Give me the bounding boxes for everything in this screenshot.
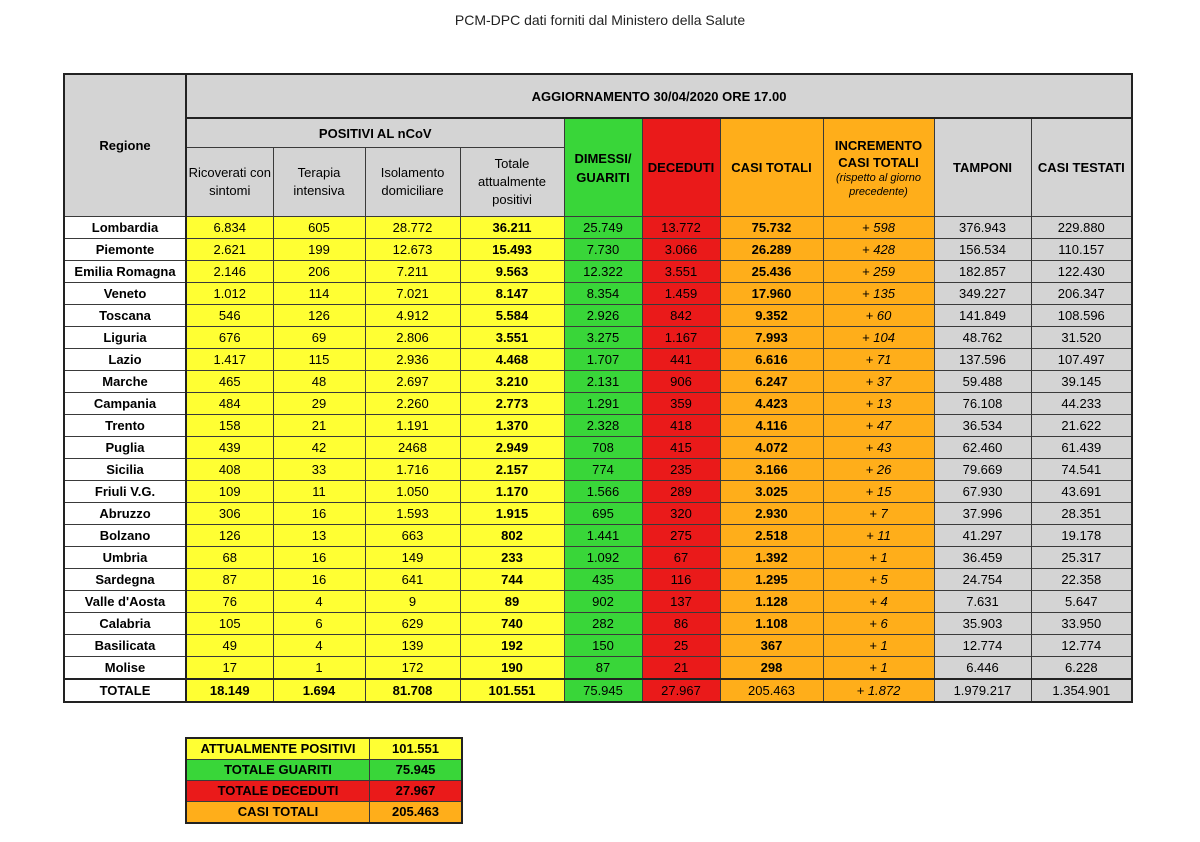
cell-deceduti: 13.772 [642, 217, 720, 239]
summary-label: ATTUALMENTE POSITIVI [186, 738, 370, 760]
cell-dimessi: 1.707 [564, 349, 642, 371]
cell-incremento: + 1.872 [823, 679, 934, 702]
cell-ricoverati: 6.834 [186, 217, 273, 239]
table-row [64, 261, 1132, 283]
cell-testati: 229.880 [1031, 217, 1132, 239]
cell-tamponi: 137.596 [934, 349, 1031, 371]
cell-incremento: + 259 [823, 261, 934, 283]
total-row [64, 679, 1132, 702]
cell-regione: Calabria [64, 613, 186, 635]
cell-terapia: 4 [273, 635, 365, 657]
cell-dimessi: 150 [564, 635, 642, 657]
table-row [64, 613, 1132, 635]
cell-testati: 43.691 [1031, 481, 1132, 503]
cell-casi: 75.732 [720, 217, 823, 239]
cell-regione: Toscana [64, 305, 186, 327]
cell-regione: Bolzano [64, 525, 186, 547]
cell-dimessi: 282 [564, 613, 642, 635]
header-casi-testati: CASI TESTATI [1031, 118, 1132, 217]
cell-incremento: + 37 [823, 371, 934, 393]
cell-dimessi: 1.441 [564, 525, 642, 547]
cell-regione: Puglia [64, 437, 186, 459]
cell-testati: 5.647 [1031, 591, 1132, 613]
header-positivi: POSITIVI AL nCoV [186, 118, 564, 148]
summary-row [186, 738, 462, 760]
cell-dimessi: 902 [564, 591, 642, 613]
cell-casi: 26.289 [720, 239, 823, 261]
cell-isolamento: 9 [365, 591, 460, 613]
cell-ricoverati: 158 [186, 415, 273, 437]
cell-isolamento: 12.673 [365, 239, 460, 261]
table-row [64, 635, 1132, 657]
table-row [64, 393, 1132, 415]
header-incremento [823, 118, 934, 217]
cell-casi: 205.463 [720, 679, 823, 702]
cell-isolamento: 7.021 [365, 283, 460, 305]
cell-regione: Liguria [64, 327, 186, 349]
cell-ricoverati: 465 [186, 371, 273, 393]
cell-tamponi: 12.774 [934, 635, 1031, 657]
cell-casi: 1.128 [720, 591, 823, 613]
cell-regione: Valle d'Aosta [64, 591, 186, 613]
cell-deceduti: 418 [642, 415, 720, 437]
table-body [64, 217, 1132, 703]
header-ricoverati: Ricoverati con sintomi [186, 148, 273, 217]
summary-label: TOTALE DECEDUTI [186, 781, 370, 802]
cell-isolamento: 172 [365, 657, 460, 680]
summary-value: 205.463 [370, 802, 463, 824]
cell-terapia: 33 [273, 459, 365, 481]
cell-incremento: + 4 [823, 591, 934, 613]
header-incremento-note: (rispetto al giorno precedente) [836, 171, 921, 198]
table-row [64, 547, 1132, 569]
cell-totale: 8.147 [460, 283, 564, 305]
cell-regione: Lombardia [64, 217, 186, 239]
cell-testati: 206.347 [1031, 283, 1132, 305]
summary-value: 75.945 [370, 760, 463, 781]
cell-regione: Trento [64, 415, 186, 437]
cell-ricoverati: 18.149 [186, 679, 273, 702]
cell-deceduti: 21 [642, 657, 720, 680]
cell-dimessi: 2.328 [564, 415, 642, 437]
cell-ricoverati: 484 [186, 393, 273, 415]
cell-isolamento: 149 [365, 547, 460, 569]
cell-terapia: 48 [273, 371, 365, 393]
cell-dimessi: 2.131 [564, 371, 642, 393]
cell-testati: 74.541 [1031, 459, 1132, 481]
cell-isolamento: 2468 [365, 437, 460, 459]
cell-deceduti: 3.551 [642, 261, 720, 283]
cell-incremento: + 6 [823, 613, 934, 635]
cell-terapia: 206 [273, 261, 365, 283]
cell-totale: 2.157 [460, 459, 564, 481]
cell-terapia: 11 [273, 481, 365, 503]
cell-totale: 15.493 [460, 239, 564, 261]
cell-incremento: + 13 [823, 393, 934, 415]
cell-isolamento: 139 [365, 635, 460, 657]
cell-casi: 17.960 [720, 283, 823, 305]
cell-deceduti: 415 [642, 437, 720, 459]
table-row [64, 503, 1132, 525]
cell-dimessi: 8.354 [564, 283, 642, 305]
cell-tamponi: 24.754 [934, 569, 1031, 591]
cell-tamponi: 35.903 [934, 613, 1031, 635]
cell-dimessi: 7.730 [564, 239, 642, 261]
cell-casi: 4.116 [720, 415, 823, 437]
cell-terapia: 4 [273, 591, 365, 613]
cell-ricoverati: 306 [186, 503, 273, 525]
cell-isolamento: 2.936 [365, 349, 460, 371]
cell-casi: 2.930 [720, 503, 823, 525]
cell-ricoverati: 109 [186, 481, 273, 503]
cell-casi: 1.108 [720, 613, 823, 635]
table-row [64, 481, 1132, 503]
cell-isolamento: 1.716 [365, 459, 460, 481]
cell-deceduti: 3.066 [642, 239, 720, 261]
cell-incremento: + 598 [823, 217, 934, 239]
table-row [64, 327, 1132, 349]
table-row [64, 525, 1132, 547]
cell-ricoverati: 1.012 [186, 283, 273, 305]
cell-isolamento: 641 [365, 569, 460, 591]
cell-terapia: 21 [273, 415, 365, 437]
cell-testati: 1.354.901 [1031, 679, 1132, 702]
cell-testati: 25.317 [1031, 547, 1132, 569]
cell-totale: 192 [460, 635, 564, 657]
cell-totale: 802 [460, 525, 564, 547]
cell-ricoverati: 87 [186, 569, 273, 591]
cell-casi: 9.352 [720, 305, 823, 327]
header-deceduti: DECEDUTI [642, 118, 720, 217]
cell-testati: 107.497 [1031, 349, 1132, 371]
cell-totale: 3.210 [460, 371, 564, 393]
cell-casi: 25.436 [720, 261, 823, 283]
cell-terapia: 199 [273, 239, 365, 261]
cell-terapia: 13 [273, 525, 365, 547]
table-row [64, 459, 1132, 481]
cell-ricoverati: 546 [186, 305, 273, 327]
cell-terapia: 16 [273, 569, 365, 591]
cell-tamponi: 62.460 [934, 437, 1031, 459]
cell-ricoverati: 439 [186, 437, 273, 459]
cell-ricoverati: 76 [186, 591, 273, 613]
cell-tamponi: 41.297 [934, 525, 1031, 547]
cell-incremento: + 11 [823, 525, 934, 547]
cell-dimessi: 774 [564, 459, 642, 481]
summary-row [186, 781, 462, 802]
cell-regione: Molise [64, 657, 186, 680]
cell-isolamento: 81.708 [365, 679, 460, 702]
cell-incremento: + 135 [823, 283, 934, 305]
table-row [64, 349, 1132, 371]
cell-deceduti: 116 [642, 569, 720, 591]
cell-ricoverati: 105 [186, 613, 273, 635]
cell-totale: 3.551 [460, 327, 564, 349]
header-incremento-label: INCREMENTO CASI TOTALI [834, 137, 923, 170]
cell-casi: 4.423 [720, 393, 823, 415]
cell-tamponi: 36.459 [934, 547, 1031, 569]
table-row [64, 569, 1132, 591]
cell-deceduti: 1.459 [642, 283, 720, 305]
cell-dimessi: 1.291 [564, 393, 642, 415]
table-row [64, 217, 1132, 239]
cell-regione: Marche [64, 371, 186, 393]
cell-casi: 1.392 [720, 547, 823, 569]
cell-totale: 2.773 [460, 393, 564, 415]
cell-terapia: 1 [273, 657, 365, 680]
cell-incremento: + 15 [823, 481, 934, 503]
summary-row [186, 802, 462, 824]
cell-tamponi: 6.446 [934, 657, 1031, 680]
cell-tamponi: 37.996 [934, 503, 1031, 525]
summary-value: 101.551 [370, 738, 463, 760]
cell-terapia: 16 [273, 547, 365, 569]
header-terapia: Terapia intensiva [273, 148, 365, 217]
header-isolamento: Isolamento domiciliare [365, 148, 460, 217]
table-row [64, 437, 1132, 459]
cell-tamponi: 7.631 [934, 591, 1031, 613]
table-row [64, 591, 1132, 613]
header-tamponi: TAMPONI [934, 118, 1031, 217]
cell-dimessi: 1.566 [564, 481, 642, 503]
cell-totale: 233 [460, 547, 564, 569]
table-row [64, 415, 1132, 437]
cell-regione: Friuli V.G. [64, 481, 186, 503]
cell-incremento: + 60 [823, 305, 934, 327]
cell-testati: 28.351 [1031, 503, 1132, 525]
cell-tamponi: 349.227 [934, 283, 1031, 305]
cell-testati: 61.439 [1031, 437, 1132, 459]
cell-dimessi: 12.322 [564, 261, 642, 283]
cell-regione: TOTALE [64, 679, 186, 702]
cell-terapia: 114 [273, 283, 365, 305]
table-row [64, 239, 1132, 261]
cell-totale: 740 [460, 613, 564, 635]
cell-deceduti: 1.167 [642, 327, 720, 349]
cell-testati: 39.145 [1031, 371, 1132, 393]
cell-testati: 31.520 [1031, 327, 1132, 349]
cell-dimessi: 1.092 [564, 547, 642, 569]
cell-casi: 367 [720, 635, 823, 657]
cell-dimessi: 3.275 [564, 327, 642, 349]
cell-deceduti: 235 [642, 459, 720, 481]
cell-totale: 4.468 [460, 349, 564, 371]
cell-tamponi: 141.849 [934, 305, 1031, 327]
summary-label: TOTALE GUARITI [186, 760, 370, 781]
cell-tamponi: 376.943 [934, 217, 1031, 239]
cell-dimessi: 695 [564, 503, 642, 525]
cell-incremento: + 428 [823, 239, 934, 261]
cell-deceduti: 289 [642, 481, 720, 503]
header-dimessi: DIMESSI/ GUARITI [564, 118, 642, 217]
cell-isolamento: 2.806 [365, 327, 460, 349]
cell-totale: 744 [460, 569, 564, 591]
header-regione: Regione [64, 74, 186, 217]
cell-totale: 190 [460, 657, 564, 680]
cell-totale: 1.915 [460, 503, 564, 525]
cell-terapia: 16 [273, 503, 365, 525]
cell-deceduti: 906 [642, 371, 720, 393]
cell-dimessi: 2.926 [564, 305, 642, 327]
cell-regione: Umbria [64, 547, 186, 569]
cell-tamponi: 36.534 [934, 415, 1031, 437]
cell-isolamento: 1.050 [365, 481, 460, 503]
table-row [64, 657, 1132, 680]
cell-ricoverati: 49 [186, 635, 273, 657]
cell-testati: 108.596 [1031, 305, 1132, 327]
cell-regione: Lazio [64, 349, 186, 371]
cell-isolamento: 2.260 [365, 393, 460, 415]
cell-testati: 21.622 [1031, 415, 1132, 437]
cell-tamponi: 182.857 [934, 261, 1031, 283]
cell-casi: 7.993 [720, 327, 823, 349]
cell-casi: 2.518 [720, 525, 823, 547]
cell-casi: 3.166 [720, 459, 823, 481]
cell-terapia: 115 [273, 349, 365, 371]
cell-regione: Sardegna [64, 569, 186, 591]
cell-testati: 12.774 [1031, 635, 1132, 657]
cell-terapia: 42 [273, 437, 365, 459]
cell-terapia: 1.694 [273, 679, 365, 702]
cell-terapia: 6 [273, 613, 365, 635]
cell-ricoverati: 676 [186, 327, 273, 349]
cell-incremento: + 5 [823, 569, 934, 591]
cell-incremento: + 7 [823, 503, 934, 525]
cell-totale: 89 [460, 591, 564, 613]
cell-isolamento: 1.593 [365, 503, 460, 525]
cell-deceduti: 137 [642, 591, 720, 613]
update-banner: AGGIORNAMENTO 30/04/2020 ORE 17.00 [186, 74, 1132, 118]
cell-tamponi: 67.930 [934, 481, 1031, 503]
cell-deceduti: 275 [642, 525, 720, 547]
cell-ricoverati: 126 [186, 525, 273, 547]
cell-deceduti: 25 [642, 635, 720, 657]
cell-ricoverati: 1.417 [186, 349, 273, 371]
cell-casi: 1.295 [720, 569, 823, 591]
cell-dimessi: 435 [564, 569, 642, 591]
cell-testati: 6.228 [1031, 657, 1132, 680]
cell-tamponi: 48.762 [934, 327, 1031, 349]
cell-ricoverati: 408 [186, 459, 273, 481]
cell-incremento: + 26 [823, 459, 934, 481]
cell-regione: Campania [64, 393, 186, 415]
cell-regione: Sicilia [64, 459, 186, 481]
cell-dimessi: 87 [564, 657, 642, 680]
cell-terapia: 69 [273, 327, 365, 349]
regional-data-table [63, 73, 1133, 703]
summary-row [186, 760, 462, 781]
cell-testati: 33.950 [1031, 613, 1132, 635]
cell-isolamento: 2.697 [365, 371, 460, 393]
cell-incremento: + 71 [823, 349, 934, 371]
summary-value: 27.967 [370, 781, 463, 802]
cell-testati: 44.233 [1031, 393, 1132, 415]
table-row [64, 371, 1132, 393]
cell-deceduti: 86 [642, 613, 720, 635]
cell-totale: 101.551 [460, 679, 564, 702]
cell-isolamento: 28.772 [365, 217, 460, 239]
header-totale-positivi: Totale attualmente positivi [460, 148, 564, 217]
cell-tamponi: 79.669 [934, 459, 1031, 481]
cell-incremento: + 43 [823, 437, 934, 459]
summary-label: CASI TOTALI [186, 802, 370, 824]
cell-deceduti: 441 [642, 349, 720, 371]
cell-deceduti: 320 [642, 503, 720, 525]
cell-testati: 110.157 [1031, 239, 1132, 261]
cell-isolamento: 7.211 [365, 261, 460, 283]
cell-ricoverati: 68 [186, 547, 273, 569]
cell-incremento: + 104 [823, 327, 934, 349]
cell-casi: 6.247 [720, 371, 823, 393]
table-row [64, 283, 1132, 305]
cell-totale: 1.170 [460, 481, 564, 503]
cell-tamponi: 59.488 [934, 371, 1031, 393]
page-title: PCM-DPC dati forniti dal Ministero della Salute [454, 12, 746, 28]
cell-regione: Piemonte [64, 239, 186, 261]
cell-totale: 36.211 [460, 217, 564, 239]
cell-casi: 6.616 [720, 349, 823, 371]
cell-tamponi: 76.108 [934, 393, 1031, 415]
cell-dimessi: 25.749 [564, 217, 642, 239]
cell-regione: Veneto [64, 283, 186, 305]
cell-casi: 298 [720, 657, 823, 680]
cell-incremento: + 1 [823, 657, 934, 680]
cell-regione: Basilicata [64, 635, 186, 657]
cell-isolamento: 629 [365, 613, 460, 635]
cell-ricoverati: 17 [186, 657, 273, 680]
cell-incremento: + 1 [823, 635, 934, 657]
cell-testati: 19.178 [1031, 525, 1132, 547]
cell-incremento: + 47 [823, 415, 934, 437]
table-row [64, 305, 1132, 327]
cell-deceduti: 842 [642, 305, 720, 327]
cell-deceduti: 359 [642, 393, 720, 415]
cell-testati: 22.358 [1031, 569, 1132, 591]
cell-regione: Emilia Romagna [64, 261, 186, 283]
cell-dimessi: 708 [564, 437, 642, 459]
cell-totale: 2.949 [460, 437, 564, 459]
cell-terapia: 605 [273, 217, 365, 239]
cell-isolamento: 1.191 [365, 415, 460, 437]
cell-ricoverati: 2.146 [186, 261, 273, 283]
cell-incremento: + 1 [823, 547, 934, 569]
cell-deceduti: 27.967 [642, 679, 720, 702]
cell-totale: 1.370 [460, 415, 564, 437]
header-casi-totali: CASI TOTALI [720, 118, 823, 217]
cell-casi: 4.072 [720, 437, 823, 459]
cell-casi: 3.025 [720, 481, 823, 503]
cell-totale: 9.563 [460, 261, 564, 283]
cell-ricoverati: 2.621 [186, 239, 273, 261]
cell-testati: 122.430 [1031, 261, 1132, 283]
cell-regione: Abruzzo [64, 503, 186, 525]
cell-deceduti: 67 [642, 547, 720, 569]
cell-dimessi: 75.945 [564, 679, 642, 702]
cell-isolamento: 663 [365, 525, 460, 547]
cell-terapia: 29 [273, 393, 365, 415]
summary-table [185, 737, 463, 824]
cell-terapia: 126 [273, 305, 365, 327]
cell-tamponi: 1.979.217 [934, 679, 1031, 702]
cell-tamponi: 156.534 [934, 239, 1031, 261]
cell-totale: 5.584 [460, 305, 564, 327]
cell-isolamento: 4.912 [365, 305, 460, 327]
